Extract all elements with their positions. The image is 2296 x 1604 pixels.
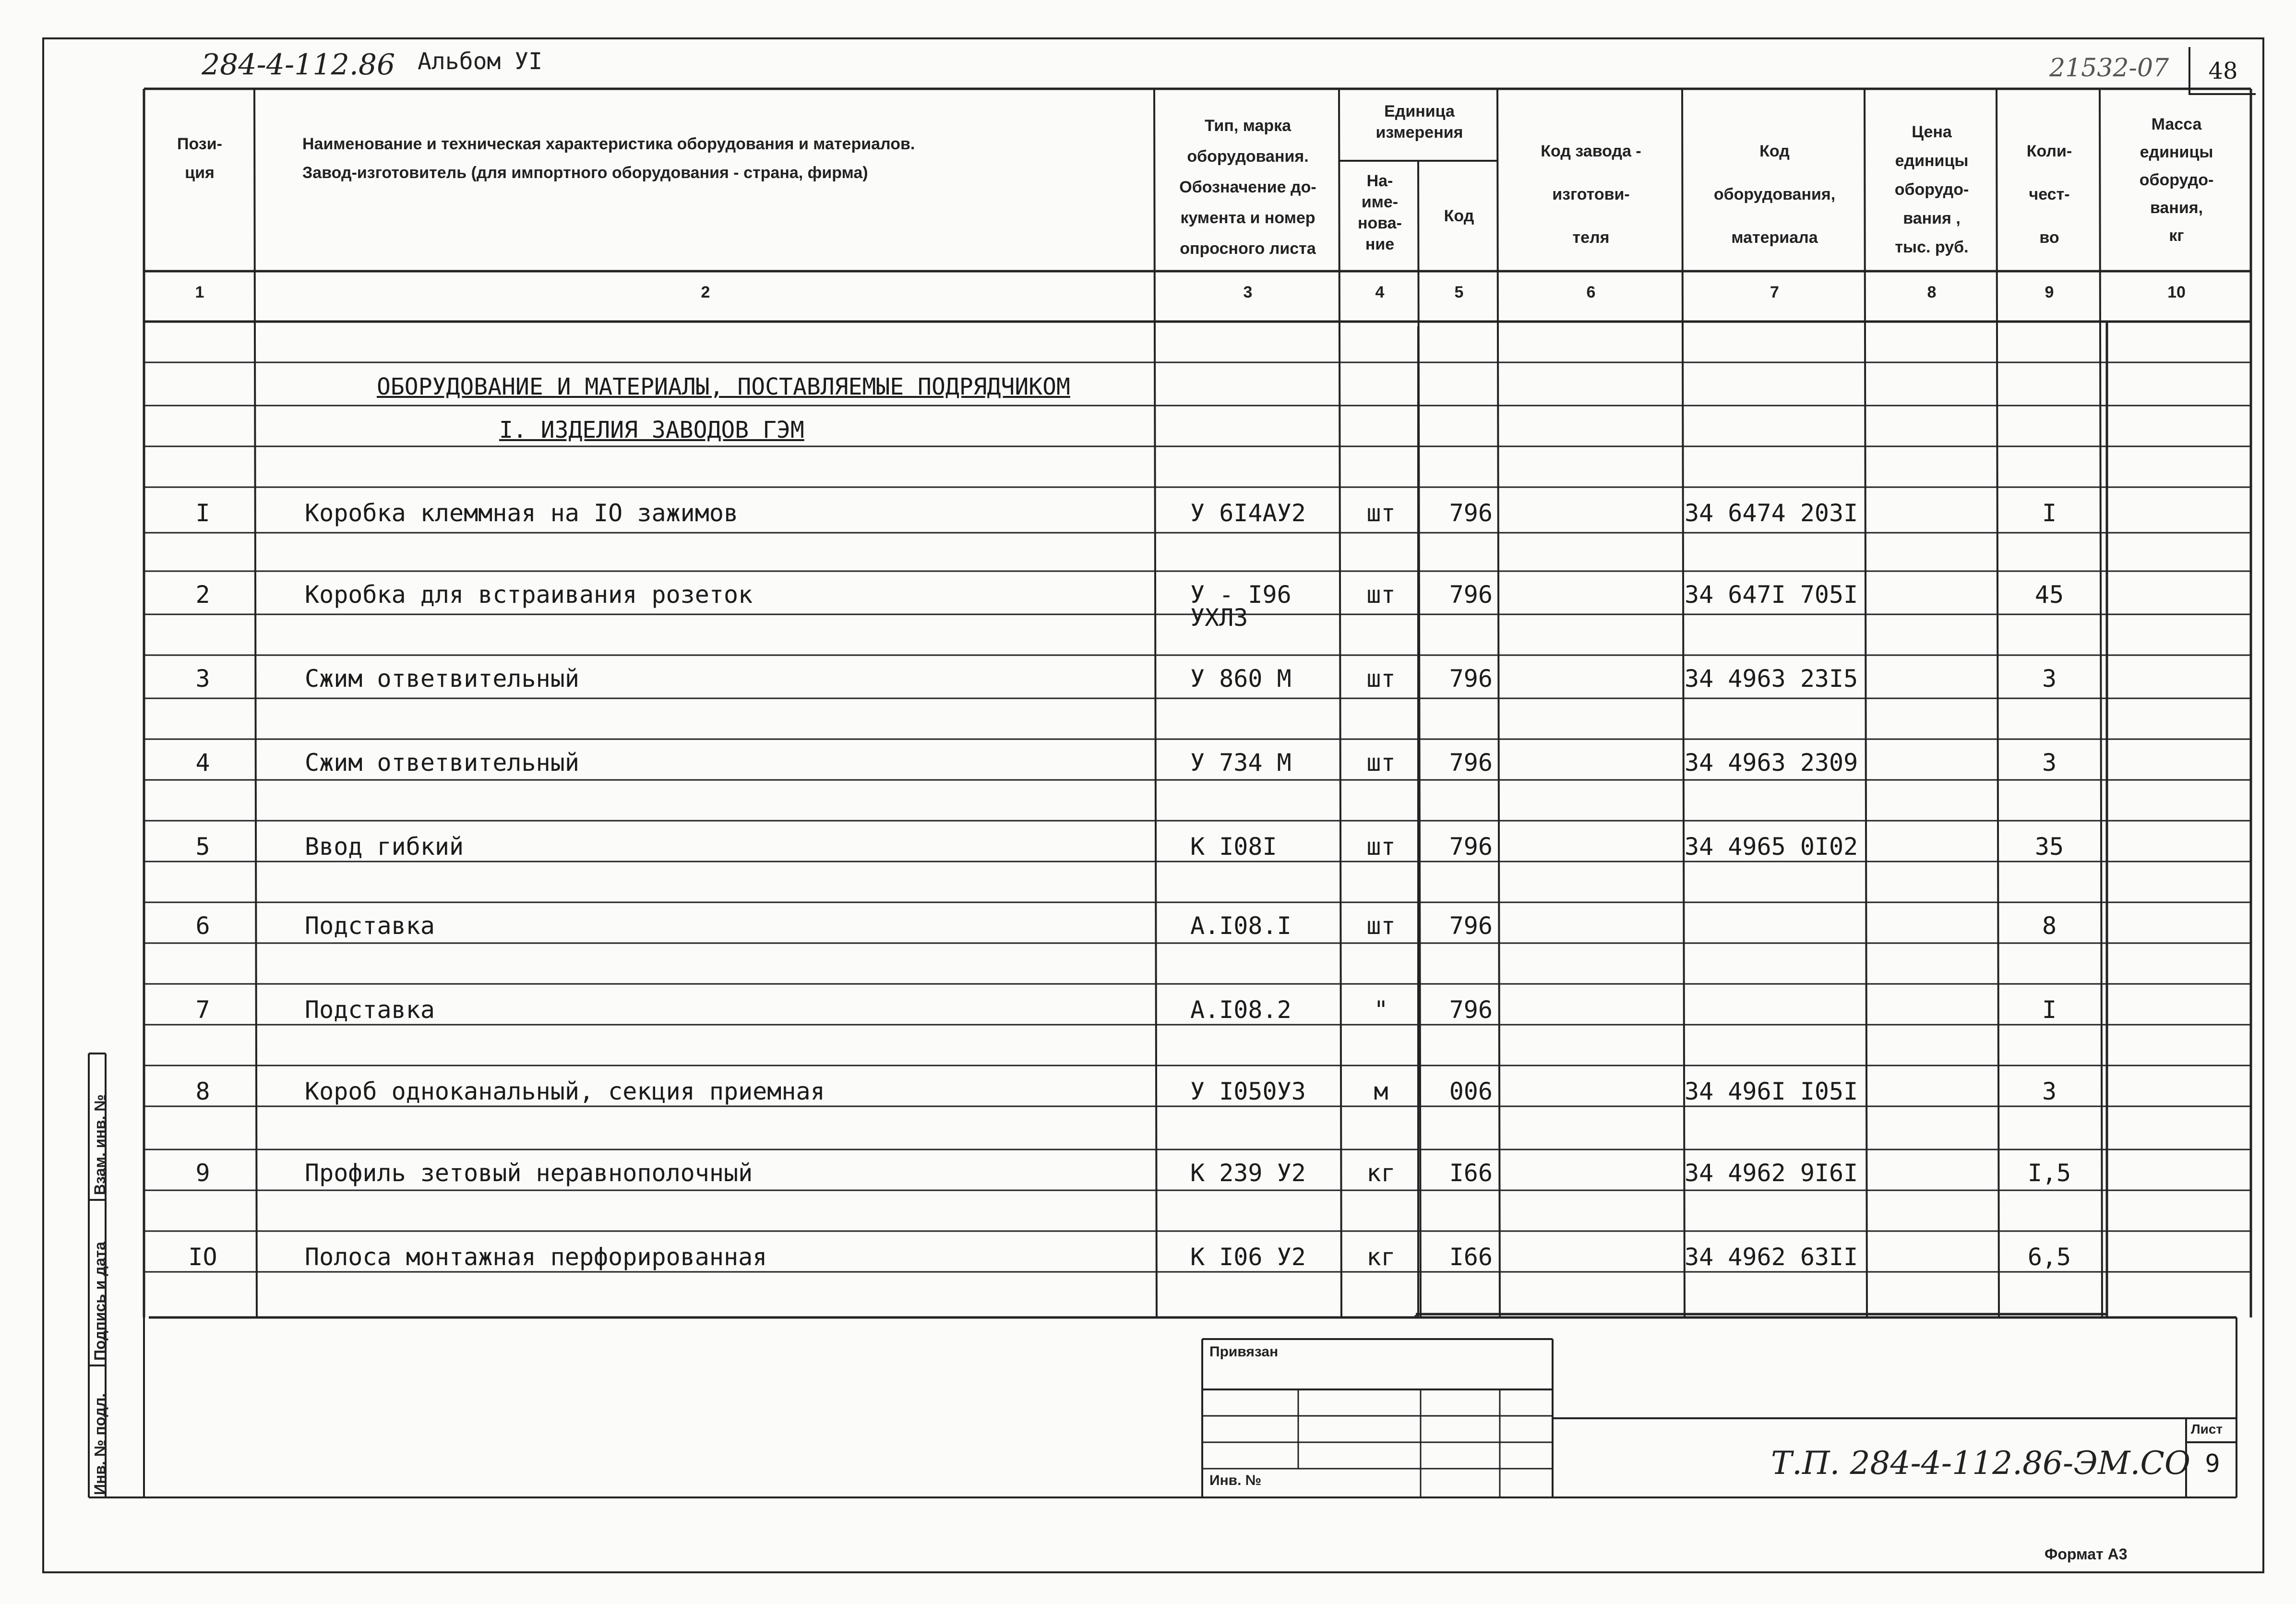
row-unit: шт: [1366, 833, 1396, 861]
row-type: У I050У3: [1190, 1077, 1306, 1105]
row-quantity: 3: [2042, 749, 2057, 777]
row-position: 8: [195, 1077, 210, 1105]
colnum-5: 5: [1454, 283, 1464, 301]
row-position: 7: [195, 996, 210, 1024]
row-position: 9: [195, 1159, 210, 1187]
header-position: Пози- ция: [177, 135, 222, 182]
header-quantity: Коли- чест- во: [2026, 142, 2072, 247]
row-name: Ввод гибкий: [305, 833, 464, 861]
row-unit-code: 796: [1449, 996, 1493, 1024]
colnum-7: 7: [1770, 283, 1779, 301]
section-subtitle: I. ИЗДЕЛИЯ ЗАВОДОВ ГЭМ: [499, 417, 804, 443]
header-type: Тип, марка оборудования. Обозначение до- кумента и номер опросного листа: [1179, 117, 1316, 258]
row-name: Короб одноканальный, секция приемная: [305, 1077, 825, 1105]
row-position: I: [195, 499, 210, 527]
row-name: Подставка: [305, 912, 435, 940]
row-position: 2: [195, 581, 210, 609]
row-unit-code: I66: [1449, 1159, 1493, 1187]
row-quantity: 3: [2042, 665, 2057, 693]
header-material-code: Код оборудования, материала: [1713, 142, 1836, 247]
row-material-code: 34 4962 9I6I: [1685, 1159, 1858, 1187]
row-quantity: I,5: [2027, 1159, 2071, 1187]
side-label-signature-date: Подпись и дата: [91, 1242, 108, 1361]
row-position: 6: [195, 912, 210, 940]
row-name: Профиль зетовый неравнополочный: [305, 1159, 753, 1187]
sheet-number: 9: [2205, 1449, 2220, 1478]
row-quantity: 35: [2034, 833, 2064, 861]
sheet-label: Лист: [2191, 1422, 2223, 1436]
row-type: А.I08.I: [1190, 912, 1292, 940]
row-unit: шт: [1366, 665, 1396, 693]
header-unit-code: Код: [1444, 207, 1474, 225]
row-unit-code: 796: [1449, 749, 1493, 777]
row-position: 3: [195, 665, 210, 693]
row-unit-code: 006: [1449, 1077, 1493, 1105]
row-type: К I06 У2: [1190, 1243, 1306, 1271]
doc-code-handwritten: 284-4-112.86: [202, 48, 395, 82]
row-name: Сжим ответвительный: [305, 665, 579, 693]
row-unit-code: I66: [1449, 1243, 1493, 1271]
colnum-2: 2: [701, 283, 710, 301]
row-quantity: I: [2042, 996, 2057, 1024]
row-material-code: 34 4963 23I5: [1685, 665, 1858, 693]
row-type: У 734 М: [1190, 749, 1292, 777]
row-material-code: 34 4962 63II: [1685, 1243, 1858, 1271]
row-unit-code: 796: [1449, 833, 1493, 861]
row-material-code: 34 4965 0I02: [1685, 833, 1858, 861]
row-unit: ": [1374, 996, 1388, 1024]
format-label: Формат А3: [2045, 1545, 2128, 1563]
row-material-code: 34 6474 203I: [1685, 499, 1858, 527]
row-unit: кг: [1366, 1243, 1396, 1271]
row-quantity: 8: [2042, 912, 2057, 940]
header-mass: Масса единицы оборудо- вания, кг: [2139, 115, 2214, 245]
page-number: 48: [2208, 58, 2238, 84]
row-unit: шт: [1366, 581, 1396, 609]
row-unit: шт: [1366, 912, 1396, 940]
row-unit: м: [1374, 1077, 1388, 1105]
drawing-code: Т.П. 284-4-112.86-ЭМ.СО: [1771, 1445, 2190, 1482]
side-label-inv-podl: Инв. № подл.: [91, 1393, 108, 1495]
colnum-3: 3: [1243, 283, 1253, 301]
colnum-6: 6: [1586, 283, 1596, 301]
header-name: Наименование и техническая характеристика оборудования и материалов. Завод-изготовитель (для импортного оборудования - страна, фирма): [302, 135, 915, 182]
row-position: 4: [195, 749, 210, 777]
header-unit-group: Единица измерения: [1375, 102, 1463, 142]
row-unit: шт: [1366, 749, 1396, 777]
section-title: ОБОРУДОВАНИЕ И МАТЕРИАЛЫ, ПОСТАВЛЯЕМЫЕ ПОДРЯДЧИКОМ: [377, 373, 1070, 400]
row-material-code: 34 4963 2309: [1685, 749, 1858, 777]
colnum-9: 9: [2045, 283, 2054, 301]
row-position: 5: [195, 833, 210, 861]
header-price: Цена единицы оборудо- вания , тыс. руб.: [1894, 123, 1969, 256]
row-unit: шт: [1366, 499, 1396, 527]
stamp-privyazan: Привязан: [1209, 1344, 1279, 1360]
row-quantity: I: [2042, 499, 2057, 527]
album-label: Альбом УI: [418, 48, 543, 75]
row-type: А.I08.2: [1190, 996, 1292, 1024]
row-unit: кг: [1366, 1159, 1396, 1187]
row-unit-code: 796: [1449, 665, 1493, 693]
side-label-vzam-inv: Взам. инв. №: [91, 1094, 108, 1195]
row-type-line2: УХЛ3: [1190, 604, 1248, 632]
row-name: Подставка: [305, 996, 435, 1024]
archive-code: 21532-07: [2049, 54, 2169, 83]
header-unit-name: На- име- нова- ние: [1358, 172, 1402, 253]
row-unit-code: 796: [1449, 912, 1493, 940]
colnum-4: 4: [1375, 283, 1385, 301]
row-quantity: 3: [2042, 1077, 2057, 1105]
row-quantity: 6,5: [2027, 1243, 2071, 1271]
row-material-code: 34 647I 705I: [1685, 581, 1858, 609]
row-material-code: 34 496I I05I: [1685, 1077, 1858, 1105]
row-type: У 6I4АУ2: [1190, 499, 1306, 527]
row-type: У - I96: [1190, 581, 1292, 609]
row-name: Полоса монтажная перфорированная: [305, 1243, 767, 1271]
row-name: Коробка для встраивания розеток: [305, 581, 753, 609]
row-name: Коробка клеммная на IO зажимов: [305, 499, 739, 527]
colnum-10: 10: [2167, 283, 2186, 301]
stamp-inv-no: Инв. №: [1209, 1472, 1262, 1488]
row-type: У 860 М: [1190, 665, 1292, 693]
row-unit-code: 796: [1449, 499, 1493, 527]
row-unit-code: 796: [1449, 581, 1493, 609]
row-position: IO: [188, 1243, 217, 1271]
colnum-8: 8: [1927, 283, 1937, 301]
row-type: К I08I: [1190, 833, 1277, 861]
colnum-1: 1: [195, 283, 204, 301]
row-type: К 239 У2: [1190, 1159, 1306, 1187]
header-factory-code: Код завода - изготови- теля: [1541, 142, 1641, 247]
row-name: Сжим ответвительный: [305, 749, 579, 777]
row-quantity: 45: [2034, 581, 2064, 609]
